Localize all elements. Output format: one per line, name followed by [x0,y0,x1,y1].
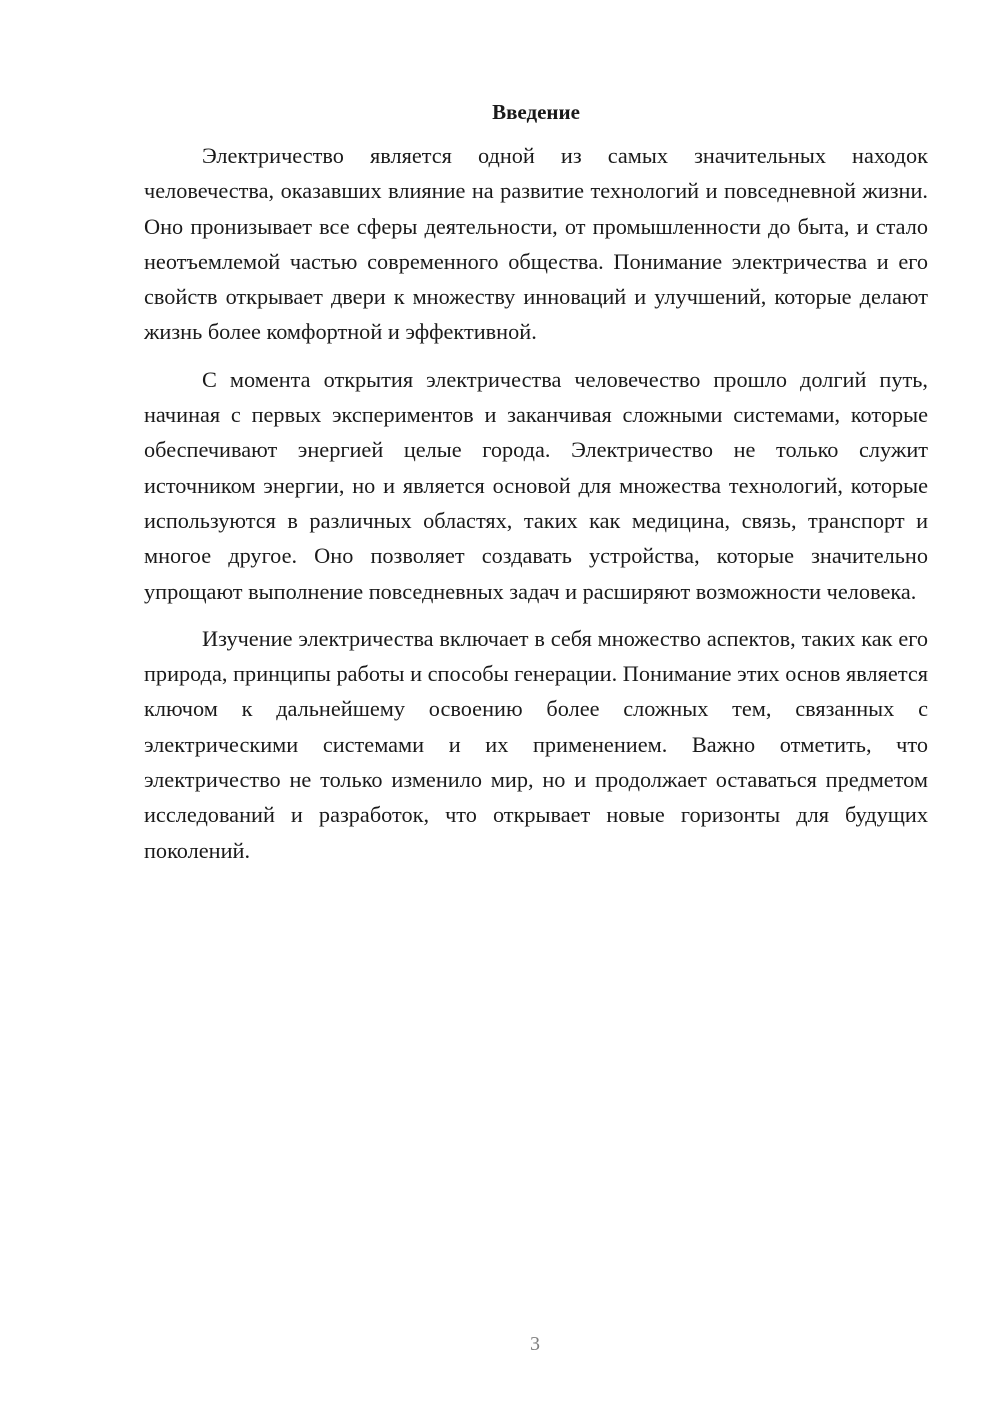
page-number: 3 [530,1333,540,1355]
page-content [144,96,928,880]
paragraph-2: С момента открытия электричества человечество прошло долгий путь, начиная с первых экспериментов и заканчивая сложными системами, которые обеспечивают энергией целые города. Электричество не только служит источником энергии, но и является основой для множества технологий, которые используются в различных областях, таких как медицина, связь, транспорт и многое другое. Оно позволяет создавать устройства, которые значительно упрощают выполнение повседневных задач и расширяют возможности человека. [144,366,928,604]
section-heading: Введение [492,100,580,124]
paragraph-1: Электричество является одной из самых значительных находок человечества, оказавших влияние на развитие технологий и повседневной жизни. Оно пронизывает все сферы деятельности, от промышленности до быта, и стало неотъемлемой частью современного общества. Понимание электричества и его свойств открывает двери к множеству инноваций и улучшений, которые делают жизнь более комфортной и эффективной. [144,143,928,345]
paragraph-3: Изучение электричества включает в себя множество аспектов, таких как его природа, принципы работы и способы генерации. Понимание этих основ является ключом к дальнейшему освоению более сложных тем, связанных с электрическими системами и их применением. Важно отметить, что электричество не только изменило мир, но и продолжает оставаться предметом исследований и разработок, что открывает новые горизонты для будущих поколений. [144,625,928,863]
